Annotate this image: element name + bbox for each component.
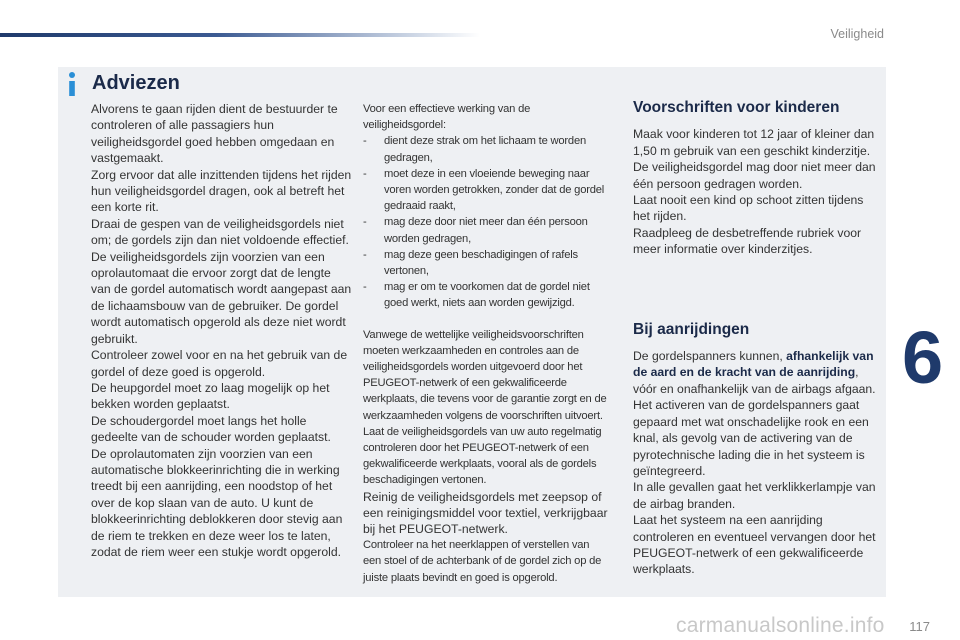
paragraph: De veiligheidsgordels zijn voorzien van een oprolautomaat die ervoor zorgt dat de lengte van de gordel automatisch wordt aangepast aan de lichaamsbouw van de gebruiker. De gordel wordt automatisch opgerold als deze niet wordt gebruikt. — [91, 249, 352, 346]
paragraph: De veiligheidsgordel mag door niet meer dan één persoon gedragen worden. — [633, 160, 876, 191]
spacer — [363, 312, 609, 327]
paragraph: Reinig de veiligheidsgordels met zeepsop of een reinigingsmiddel voor textiel, verkrijgbaar bij het PEUGEOT-netwerk. — [363, 489, 608, 537]
chapter-number: 6 — [902, 316, 944, 399]
list-item: - moet deze in een vloeiende beweging naar voren worden getrokken, zonder dat de gordel gedraaid raakt, — [363, 166, 609, 215]
paragraph: Laat nooit een kind op schoot zitten tijdens het rijden. — [633, 193, 864, 224]
text: , vóór en onafhankelijk van de airbags afgaan. Het activeren van de gordelspanners gaat gepaard met wat onschadelijke rook en een knal, als gevolg van de activering van de pyrotechnische lading die in het systeem is geïntegreerd. — [633, 365, 876, 478]
paragraph: Controleer zowel voor en na het gebruik van de gordel of deze goed is opgerold. — [91, 348, 348, 379]
paragraph: Zorg ervoor dat alle inzittenden tijdens het rijden hun veiligheidsgordel dragen, ook al betreft het een korte rit. — [91, 167, 352, 215]
advice-column-1 — [91, 101, 353, 560]
requirements-list — [363, 133, 609, 311]
emphasis-text: afhankelijk van de aard en de kracht van de aanrijding — [633, 349, 874, 380]
paragraph: De schoudergordel moet langs het holle gedeelte van de schouder worden geplaatst. — [91, 413, 331, 445]
list-intro: Voor een effectieve werking van de veiligheidsgordel: — [363, 103, 531, 132]
watermark: carmanualsonline.info — [676, 614, 885, 637]
advice-column-2 — [363, 101, 609, 586]
collision-heading: Bij aanrijdingen — [633, 320, 750, 338]
list-item: - mag deze door niet meer dan één persoon worden gedragen, — [363, 214, 609, 246]
list-item: - mag er om te voorkomen dat de gordel niet goed werkt, niets aan worden gewijzigd. — [363, 279, 609, 311]
paragraph: Laat het systeem na een aanrijding controleren en eventueel vervangen door het PEUGEOT-netwerk of een gekwalificeerde werkplaats. — [633, 513, 876, 577]
section-title: Veiligheid — [830, 27, 884, 41]
paragraph: Vanwege de wettelijke veiligheidsvoorschriften moeten werkzaamheden en controles aan de veiligheidsgordels worden uitgevoerd door het PEUGEOT-netwerk of een gekwalificeerde werkplaats, die tevens voor de garantie zorgt en de werkzaamheden volgens de voorschriften uitvoert. — [363, 328, 607, 422]
paragraph: Maak voor kinderen tot 12 jaar of kleiner dan 1,50 m gebruik van een geschikt kinderzitje. — [633, 127, 875, 158]
paragraph: De oprolautomaten zijn voorzien van een automatische blokkeerinrichting die in werking treedt bij een aanrijding, een noodstop of het over de kop slaan van de auto. U kunt de blokkeerinrichting deblokkeren door stevig aan de riem te trekken en deze weer los te laten, zodat de riem weer een stukje wordt opgerold. — [91, 446, 343, 559]
children-heading: Voorschriften voor kinderen — [633, 99, 840, 116]
info-icon — [66, 71, 78, 97]
advice-column-3 — [633, 100, 883, 578]
paragraph — [633, 348, 883, 479]
paragraph: Raadpleeg de desbetreffende rubriek voor meer informatie over kinderzitjes. — [633, 225, 862, 257]
paragraph: De heupgordel moet zo laag mogelijk op het bekken worden geplaatst. — [91, 380, 330, 412]
advice-title: Adviezen — [92, 72, 180, 94]
list-item: - dient deze strak om het lichaam te worden gedragen, — [363, 133, 609, 165]
paragraph: In alle gevallen gaat het verklikkerlampje van de airbag branden. — [633, 480, 876, 511]
page-number: 117 — [909, 619, 930, 634]
paragraph: Draai de gespen van de veiligheidsgordels niet om; de gordels zijn dan niet voldoende effectief. — [91, 216, 349, 248]
list-item: - mag deze geen beschadigingen of rafels vertonen, — [363, 247, 609, 279]
text: De gordelspanners kunnen, — [633, 349, 787, 364]
header-accent-bar — [0, 33, 480, 37]
paragraph: Controleer na het neerklappen of verstellen van een stoel of de achterbank of de gordel zich op de juiste plaats bevindt en goed is opgerold. — [363, 539, 602, 584]
paragraph: Laat de veiligheidsgordels van uw auto regelmatig controleren door het PEUGEOT-netwerk of een gekwalificeerde werkplaats, vooral als de gordels beschadigingen vertonen. — [363, 425, 602, 487]
paragraph: Alvorens te gaan rijden dient de bestuurder te controleren of alle passagiers hun veiligheidsgordel goed hebben omgedaan en vastgemaakt. — [91, 102, 338, 166]
